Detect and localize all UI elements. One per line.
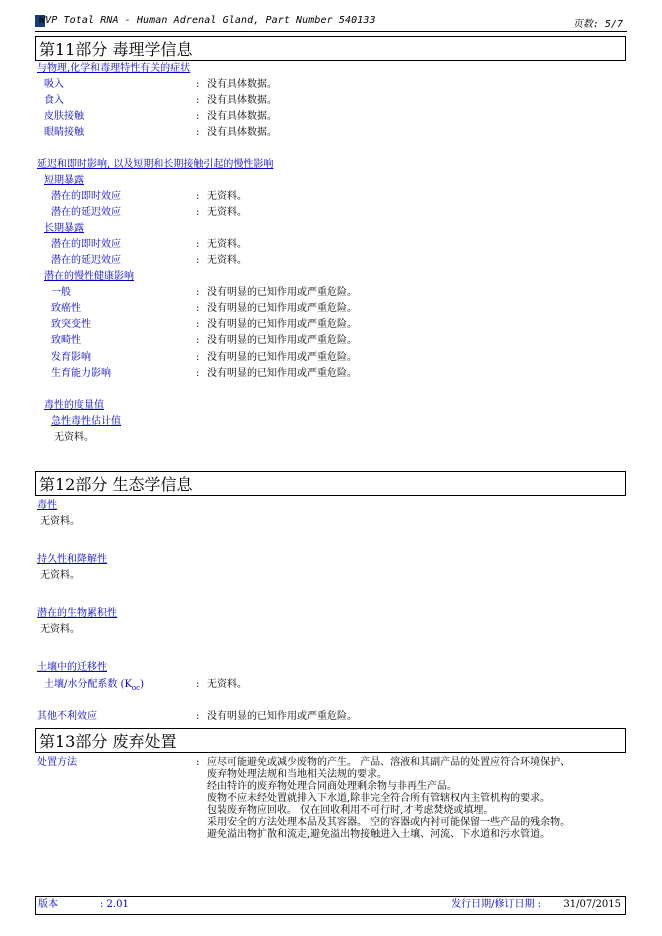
chronic-label: 发育影响 <box>51 352 91 363</box>
symptom-label: 食入 <box>44 95 64 106</box>
symptom-label: 眼睛接触 <box>44 127 84 138</box>
effect-value: 无资料。 <box>207 207 247 218</box>
document-title: WVP Total RNA - Human Adrenal Gland, Part Number 540133 <box>39 15 376 26</box>
effect-value: 无资料。 <box>207 255 247 266</box>
disposal-method-label: 处置方法 <box>37 757 77 768</box>
colon: : <box>196 191 200 202</box>
short-term-heading: 短期暴露 <box>44 175 84 186</box>
colon: : <box>196 287 200 298</box>
toxicity-heading: 毒性 <box>37 500 57 511</box>
disposal-line: 采用安全的方法处理本品及其容器。 空的容器或内衬可能保留一些产品的残余物。 <box>207 817 571 828</box>
symptom-value: 没有具体数据。 <box>207 95 277 106</box>
measures-heading: 毒性的度量值 <box>44 400 104 411</box>
acute-heading: 急性毒性估计值 <box>51 416 121 427</box>
colon: : <box>196 335 200 346</box>
long-term-heading: 长期暴露 <box>44 223 84 234</box>
other-effects-value: 没有明显的已知作用或严重危险。 <box>207 711 357 722</box>
colon: : <box>196 757 200 768</box>
bioaccumulation-heading: 潜在的生物累积性 <box>37 608 117 619</box>
effect-label: 潜在的延迟效应 <box>51 207 121 218</box>
colon: : <box>196 79 200 90</box>
disposal-line: 经由特许的废弃物处理合同商处理剩余物与非再生产品。 <box>207 781 457 792</box>
chronic-value: 没有明显的已知作用或严重危险。 <box>207 352 357 363</box>
chronic-label: 一般 <box>51 287 71 298</box>
chronic-label: 致畸性 <box>51 335 81 346</box>
section-12-title: 第12部分 生态学信息 <box>35 471 626 496</box>
disposal-line: 废物不应未经处置就排入下水道,除非完全符合所有管辖权内主管机构的要求。 <box>207 793 551 804</box>
chronic-value: 没有明显的已知作用或严重危险。 <box>207 335 357 346</box>
chronic-value: 没有明显的已知作用或严重危险。 <box>207 303 357 314</box>
colon: : <box>196 207 200 218</box>
soil-label-subscript: oc <box>131 684 141 692</box>
symptoms-heading: 与物理,化学和毒理特性有关的症状 <box>37 63 191 74</box>
section-11-title: 第11部分 毒理学信息 <box>35 36 626 61</box>
colon: : <box>196 95 200 106</box>
toxicity-value: 无资料。 <box>40 516 80 527</box>
date-label: 发行日期/修订日期 : <box>451 899 541 910</box>
chronic-value: 没有明显的已知作用或严重危险。 <box>207 287 357 298</box>
colon: : <box>196 111 200 122</box>
soil-water-coefficient-label <box>44 679 144 694</box>
page-footer <box>35 896 626 915</box>
bioaccumulation-value: 无资料。 <box>40 624 80 635</box>
chronic-label: 致癌性 <box>51 303 81 314</box>
version-value: : 2.01 <box>100 899 129 910</box>
colon: : <box>196 711 200 722</box>
colon: : <box>196 352 200 363</box>
page-number: 页数: 5/7 <box>572 19 623 30</box>
version-label: 版本 <box>38 899 58 910</box>
effect-value: 无资料。 <box>207 239 247 250</box>
mobility-heading: 土壤中的迁移性 <box>37 662 107 673</box>
disposal-line: 应尽可能避免或减少废物的产生。 产品、溶液和其副产品的处置应符合环境保护、 <box>207 757 571 768</box>
colon: : <box>196 319 200 330</box>
effect-label: 潜在的即时效应 <box>51 191 121 202</box>
chronic-label: 生育能力影响 <box>51 368 111 379</box>
soil-label-text: 土壤/水分配系数 (K <box>44 679 132 690</box>
effect-value: 无资料。 <box>207 191 247 202</box>
section-13-title: 第13部分 废弃处置 <box>35 728 626 753</box>
effect-label: 潜在的即时效应 <box>51 239 121 250</box>
colon: : <box>196 239 200 250</box>
symptom-label: 吸入 <box>44 79 64 90</box>
delayed-heading: 延迟和即时影响, 以及短期和长期接触引起的慢性影响 <box>37 159 274 170</box>
soil-label-end: ) <box>140 679 144 690</box>
disposal-line: 包装废弃物应回收。 仅在回收利用不可行时,才考虑焚烧或填埋。 <box>207 805 494 816</box>
disposal-line: 避免溢出物扩散和流走,避免溢出物接触进入土壤、河流、下水道和污水管道。 <box>207 829 551 840</box>
colon: : <box>196 303 200 314</box>
persistence-value: 无资料。 <box>40 570 80 581</box>
symptom-value: 没有具体数据。 <box>207 111 277 122</box>
soil-water-coefficient-value: 无资料。 <box>207 679 247 690</box>
colon: : <box>196 127 200 138</box>
disposal-method-text <box>207 757 627 841</box>
colon: : <box>196 368 200 379</box>
effect-label: 潜在的延迟效应 <box>51 255 121 266</box>
chronic-value: 没有明显的已知作用或严重危险。 <box>207 368 357 379</box>
symptom-value: 没有具体数据。 <box>207 79 277 90</box>
acute-value: 无资料。 <box>54 432 94 443</box>
chronic-label: 致突变性 <box>51 319 91 330</box>
symptom-value: 没有具体数据。 <box>207 127 277 138</box>
persistence-heading: 持久性和降解性 <box>37 554 107 565</box>
chronic-heading: 潜在的慢性健康影响 <box>44 271 134 282</box>
chronic-value: 没有明显的已知作用或严重危险。 <box>207 319 357 330</box>
colon: : <box>196 679 200 690</box>
page-header <box>35 13 627 32</box>
other-effects-label: 其他不利效应 <box>37 711 97 722</box>
date-value: 31/07/2015 <box>563 899 621 910</box>
symptom-label: 皮肤接触 <box>44 111 84 122</box>
disposal-line: 废弃物处理法规和当地相关法规的要求。 <box>207 769 387 780</box>
colon: : <box>196 255 200 266</box>
